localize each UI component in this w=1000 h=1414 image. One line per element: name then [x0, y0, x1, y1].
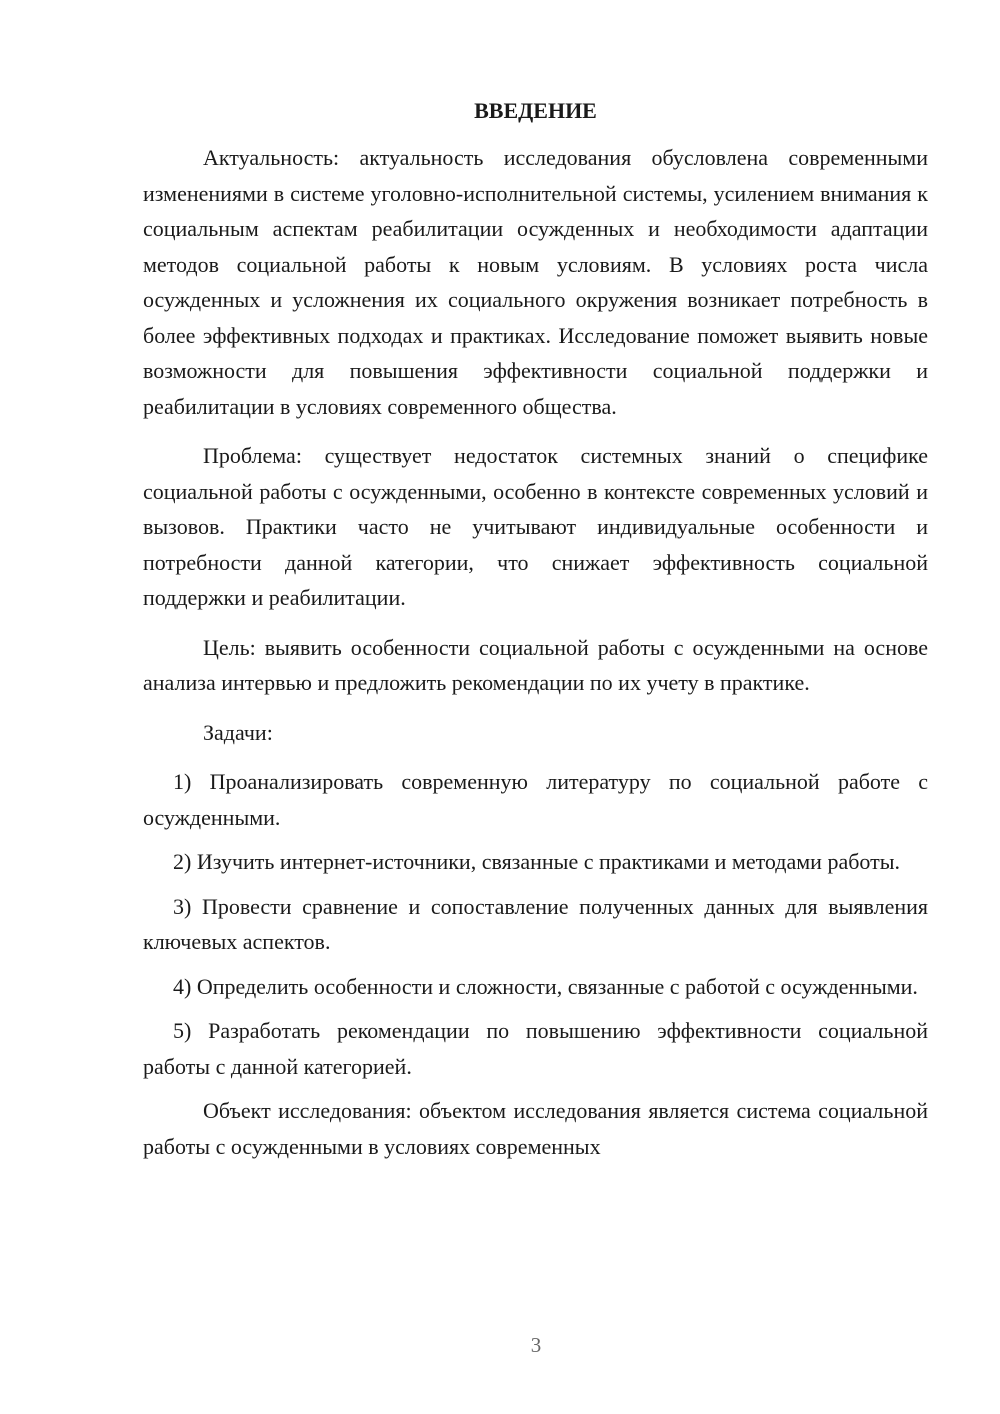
page-number: 3: [530, 1333, 542, 1357]
object-paragraph: Объект исследования: объектом исследования является система социальной работы с осужденными в условиях современных: [143, 1098, 928, 1159]
task-number: 5): [173, 1018, 192, 1043]
document-page: [143, 96, 928, 1178]
task-text: Изучить интернет-источники, связанные с практиками и методами работы.: [196, 849, 901, 874]
task-number: 2): [173, 849, 192, 874]
task-item: [143, 969, 928, 1005]
task-text: Разработать рекомендации по повышению эффективности социальной работы с данной категорией.: [143, 1018, 928, 1079]
task-item: [143, 889, 928, 960]
section-title: ВВЕДЕНИЕ: [474, 98, 597, 123]
task-item: [143, 764, 928, 835]
task-text: Проанализировать современную литературу по социальной работе с осужденными.: [143, 769, 929, 830]
task-number: 4): [173, 973, 192, 999]
goal-paragraph: Цель: выявить особенности социальной работы с осужденными на основе анализа интервью и предложить рекомендации по их учету в практике.: [143, 634, 928, 695]
task-text: Провести сравнение и сопоставление полученных данных для выявления ключевых аспектов.: [143, 893, 928, 954]
task-number: 3): [173, 893, 192, 919]
task-number: 1): [173, 769, 192, 794]
task-item: [143, 844, 928, 880]
tasks-label: Задачи:: [203, 719, 273, 745]
relevance-paragraph: Актуальность: актуальность исследования обусловлена современными изменениями в системе уголовно-исполнительной системы, усилением внимания к социальным аспектам реабилитации осужденных и необходимости адаптации методов социальной работы к новым условиям. В условиях роста числа осужденных и усложнения их социального окружения возникает потребность в более эффективных подходах и практиках. Исследование поможет выявить новые возможности для повышения эффективности социальной поддержки и реабилитации в условиях современного общества.: [143, 145, 928, 419]
problem-paragraph: Проблема: существует недостаток системных знаний о специфике социальной работы с осужденными, особенно в контексте современных условий и вызовов. Практики часто не учитывают индивидуальные особенности и потребности данной категории, что снижает эффективность социальной поддержки и реабилитации.: [143, 443, 928, 610]
task-item: [143, 1013, 928, 1084]
task-text: Определить особенности и сложности, связанные с работой с осужденными.: [196, 973, 918, 999]
